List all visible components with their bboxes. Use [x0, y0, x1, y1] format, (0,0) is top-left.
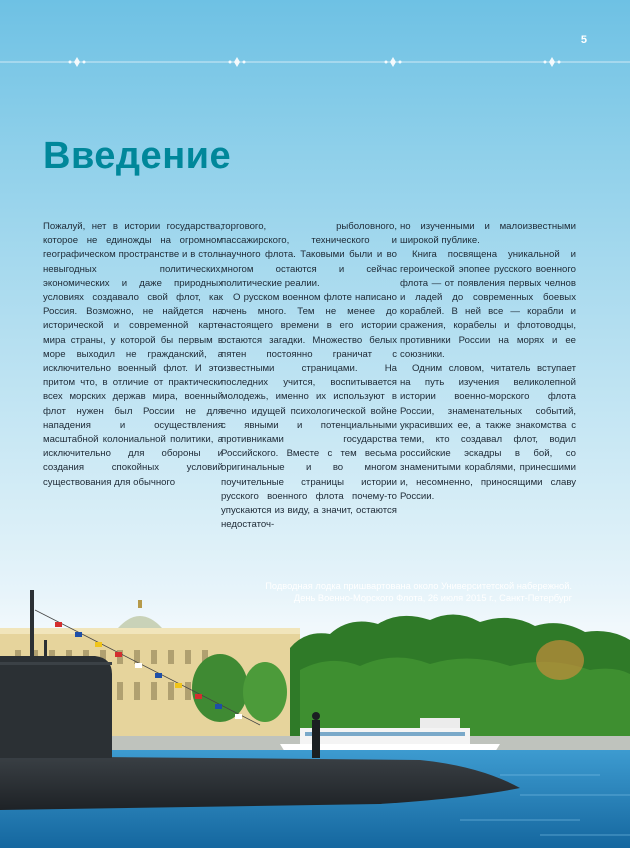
paragraph: Книга посвящена уникальной и героической эпопее русского военного флота — от появления первых челнов и ладей до современных боевых кораблей. В ней все — корабли и сражения, корабелы и флотоводцы, противники России на морях и ее союзники.: [400, 249, 576, 360]
paragraph: О русском военном флоте написано очень много. Тем не менее до настоящего времени в его истории остаются загадки. Множество белых пятен постоянно граничат с известными страницами. На последних учится, воспитывается молодежь, именно их используют в вечно идущей психологической войне с явными и потенциальными противниками государства Российского. Вместе с тем весьма оригинальные и во многом поучительные страницы истории русского военного флота почему-то упускаются из виду, а значит, остаются недостаточ-: [221, 292, 397, 531]
paragraph: Одним словом, читатель вступает на путь изучения великолепной истории военно-морского флота России, знаменательных событий, украсивших ее, а также знакомства с теми, кто создавал флот, водил российские эскадры в бой, со знаменитыми кораблями, принесшими и, несомненно, приносящими славу России.: [400, 363, 576, 502]
caption-line-1: Подводная лодка пришвартована около Университетской набережной.: [265, 581, 572, 591]
page-title: Введение: [43, 135, 232, 177]
text-column-1: [43, 220, 223, 490]
submarine-photo: [0, 570, 630, 848]
text-column-2: [221, 220, 397, 532]
paragraph: торгового, рыболовного, пассажирского, технического и научного флота. Таковыми были и во многом остаются и сейчас политические реалии.: [221, 221, 397, 289]
photo-caption: [265, 580, 572, 604]
paragraph: Пожалуй, нет в истории государства, которое не единожды на огромном географическом пространстве и в столь невыгодных политических, экономических и даже природных условиях создавало свой флот, как Россия. Возможно, не найдется на исторической и современной карте мира страны, у которой бы первым в море выходил не гражданский, а исключительно военный флот. И это притом что, в отличие от практически всех морских держав мира, военный флот нужен был России не для нападения и осуществления масштабной колониальной политики, а исключительно для обороны и создания спокойных условий существования для обычного: [43, 221, 223, 488]
page-number: 5: [580, 34, 587, 46]
caption-line-2: День Военно-Морского Флота, 26 июля 2015 г., Санкт-Петербург: [293, 593, 572, 603]
text-column-3: [400, 220, 576, 504]
paragraph: но изученными и малоизвестными широкой публике.: [400, 221, 576, 247]
decorative-border: [0, 52, 630, 72]
